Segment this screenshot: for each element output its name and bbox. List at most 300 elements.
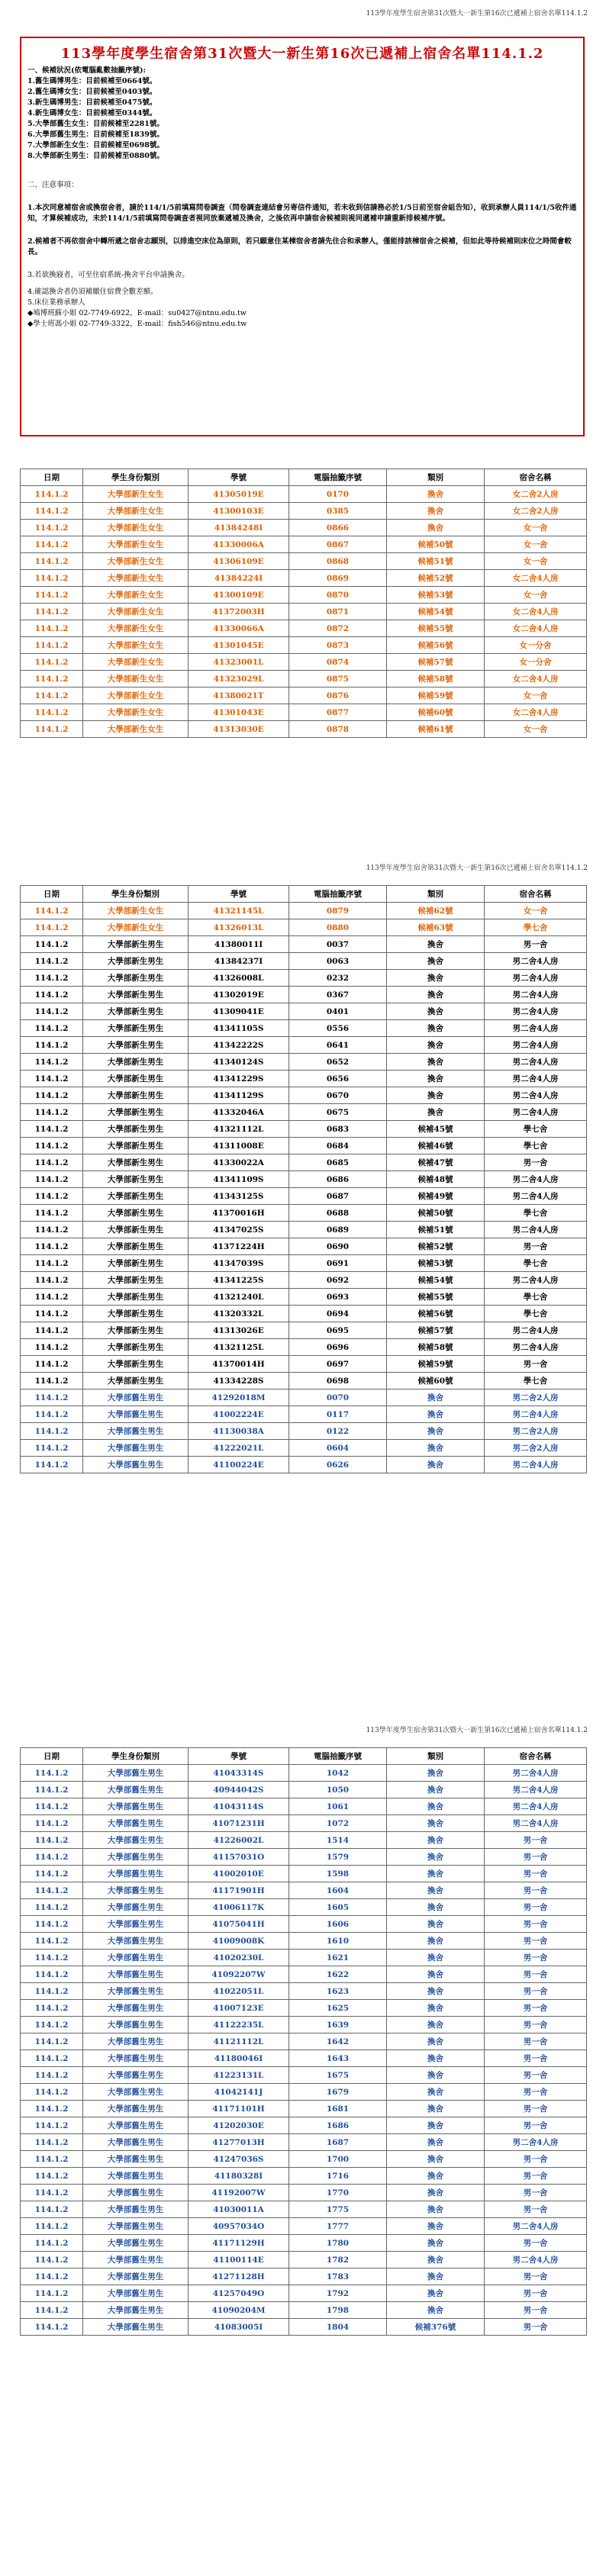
cell-type: 換舍 xyxy=(387,2235,485,2252)
cell-category: 大學部舊生男生 xyxy=(83,1832,189,1849)
cell-student-id: 41370016H xyxy=(189,1205,289,1222)
cell-dorm: 男一舍 xyxy=(485,1933,587,1950)
cell-date: 114.1.2 xyxy=(21,919,83,936)
cell-date: 114.1.2 xyxy=(21,721,83,738)
cell-lottery-no: 0690 xyxy=(289,1238,387,1255)
cell-student-id: 41130038A xyxy=(189,1423,289,1440)
page-1 xyxy=(0,0,606,839)
cell-date: 114.1.2 xyxy=(21,1457,83,1473)
cell-date: 114.1.2 xyxy=(21,486,83,503)
cell-date: 114.1.2 xyxy=(21,1205,83,1222)
cell-category: 大學部新生男生 xyxy=(83,936,189,953)
cell-lottery-no: 0367 xyxy=(289,987,387,1003)
cell-student-id: 41330066A xyxy=(189,620,289,637)
cell-type: 換舍 xyxy=(387,1440,485,1457)
cell-lottery-no: 0683 xyxy=(289,1121,387,1138)
cell-student-id: 41223131L xyxy=(189,2067,289,2084)
col-date: 日期 xyxy=(21,1748,83,1765)
page-header: 113學年度學生宿舍第31次暨大一新生第16次已遞補上宿舍名單114.1.2 xyxy=(366,1727,588,1734)
cell-student-id: 41277013H xyxy=(189,2134,289,2151)
cell-student-id: 41171101H xyxy=(189,2101,289,2117)
cell-dorm: 女一舍 xyxy=(485,721,587,738)
cell-dorm: 女二舍4人房 xyxy=(485,704,587,721)
note-4: 4.確認換舍者仍須補繳住宿費全數差額。 xyxy=(27,288,158,296)
cell-type: 候補51號 xyxy=(387,1222,485,1238)
cell-lottery-no: 0686 xyxy=(289,1171,387,1188)
cell-lottery-no: 0698 xyxy=(289,1373,387,1389)
cell-type: 換舍 xyxy=(387,1966,485,1983)
cell-date: 114.1.2 xyxy=(21,2017,83,2033)
table-row xyxy=(21,553,587,570)
cell-lottery-no: 1061 xyxy=(289,1798,387,1815)
cell-student-id: 41020230L xyxy=(189,1950,289,1966)
table-row xyxy=(21,1765,587,1782)
table-row xyxy=(21,1222,587,1238)
cell-student-id: 41247036S xyxy=(189,2151,289,2168)
table-row xyxy=(21,2033,587,2050)
cell-dorm: 男二舍4人房 xyxy=(485,2134,587,2151)
cell-type: 換舍 xyxy=(387,2101,485,2117)
cell-dorm: 男一舍 xyxy=(485,2185,587,2201)
cell-dorm: 男一舍 xyxy=(485,1916,587,1933)
table-row xyxy=(21,654,587,671)
cell-category: 大學部新生女生 xyxy=(83,520,189,536)
cell-student-id: 41320332L xyxy=(189,1306,289,1322)
cell-date: 114.1.2 xyxy=(21,1782,83,1798)
table-row xyxy=(21,1071,587,1087)
table-row xyxy=(21,704,587,721)
cell-type: 候補48號 xyxy=(387,1171,485,1188)
cell-lottery-no: 0401 xyxy=(289,1003,387,1020)
cell-date: 114.1.2 xyxy=(21,2067,83,2084)
cell-date: 114.1.2 xyxy=(21,1322,83,1339)
table-row xyxy=(21,486,587,503)
cell-lottery-no: 0556 xyxy=(289,1020,387,1037)
cell-type: 候補63號 xyxy=(387,919,485,936)
cell-date: 114.1.2 xyxy=(21,2000,83,2017)
cell-type: 候補60號 xyxy=(387,704,485,721)
cell-dorm: 男二舍2人房 xyxy=(485,1440,587,1457)
cell-lottery-no: 0877 xyxy=(289,704,387,721)
cell-category: 大學部舊生男生 xyxy=(83,1933,189,1950)
cell-date: 114.1.2 xyxy=(21,570,83,587)
table-row xyxy=(21,1339,587,1356)
cell-type: 候補58號 xyxy=(387,671,485,687)
cell-type: 換舍 xyxy=(387,1054,485,1071)
cell-student-id: 41157031O xyxy=(189,1849,289,1866)
cell-date: 114.1.2 xyxy=(21,536,83,553)
table-row xyxy=(21,936,587,953)
cell-type: 換舍 xyxy=(387,1849,485,1866)
cell-category: 大學部新生男生 xyxy=(83,1205,189,1222)
cell-lottery-no: 1775 xyxy=(289,2201,387,2218)
cell-category: 大學部新生女生 xyxy=(83,637,189,654)
cell-category: 大學部舊生男生 xyxy=(83,1966,189,1983)
cell-type: 換舍 xyxy=(387,2017,485,2033)
cell-lottery-no: 1514 xyxy=(289,1832,387,1849)
cell-lottery-no: 1679 xyxy=(289,2084,387,2101)
cell-lottery-no: 1681 xyxy=(289,2101,387,2117)
col-dorm: 宿舍名稱 xyxy=(485,886,587,903)
col-student-id: 學號 xyxy=(189,1748,289,1765)
cell-lottery-no: 0867 xyxy=(289,536,387,553)
cell-student-id: 41007123E xyxy=(189,2000,289,2017)
cell-date: 114.1.2 xyxy=(21,1087,83,1104)
cell-student-id: 41347025S xyxy=(189,1222,289,1238)
cell-date: 114.1.2 xyxy=(21,1866,83,1882)
cell-type: 換舍 xyxy=(387,2218,485,2235)
table-row xyxy=(21,1406,587,1423)
cell-date: 114.1.2 xyxy=(21,1171,83,1188)
table-row xyxy=(21,1866,587,1882)
cell-student-id: 41323001L xyxy=(189,654,289,671)
cell-date: 114.1.2 xyxy=(21,704,83,721)
cell-student-id: 41347039S xyxy=(189,1255,289,1272)
cell-date: 114.1.2 xyxy=(21,2285,83,2302)
table-row xyxy=(21,503,587,520)
cell-category: 大學部新生女生 xyxy=(83,654,189,671)
table-3 xyxy=(20,1747,587,2336)
cell-date: 114.1.2 xyxy=(21,671,83,687)
cell-date: 114.1.2 xyxy=(21,1222,83,1238)
cell-date: 114.1.2 xyxy=(21,2319,83,2336)
cell-type: 換舍 xyxy=(387,520,485,536)
cell-student-id: 41309041E xyxy=(189,1003,289,1020)
cell-dorm: 女二舍4人房 xyxy=(485,604,587,620)
table-1-wrap xyxy=(20,469,586,738)
cell-category: 大學部新生男生 xyxy=(83,987,189,1003)
cell-student-id: 41030011A xyxy=(189,2201,289,2218)
note-5: 5.床位業務承辦人 xyxy=(27,298,85,307)
cell-type: 換舍 xyxy=(387,1104,485,1121)
cell-category: 大學部舊生男生 xyxy=(83,2151,189,2168)
table-row xyxy=(21,1782,587,1798)
cell-dorm: 男二舍4人房 xyxy=(485,1171,587,1188)
col-type: 類別 xyxy=(387,1748,485,1765)
table-row xyxy=(21,1020,587,1037)
cell-dorm: 男一舍 xyxy=(485,2000,587,2017)
cell-dorm: 男二舍2人房 xyxy=(485,1389,587,1406)
table-row xyxy=(21,1899,587,1916)
cell-dorm: 女二舍4人房 xyxy=(485,671,587,687)
table-row xyxy=(21,1322,587,1339)
cell-date: 114.1.2 xyxy=(21,687,83,704)
cell-type: 換舍 xyxy=(387,2134,485,2151)
cell-student-id: 41341225S xyxy=(189,1272,289,1289)
cell-date: 114.1.2 xyxy=(21,1071,83,1087)
cell-category: 大學部新生女生 xyxy=(83,919,189,936)
cell-lottery-no: 0870 xyxy=(289,587,387,604)
cell-type: 換舍 xyxy=(387,1882,485,1899)
table-row xyxy=(21,1003,587,1020)
cell-date: 114.1.2 xyxy=(21,2151,83,2168)
cell-date: 114.1.2 xyxy=(21,620,83,637)
cell-category: 大學部舊生男生 xyxy=(83,1866,189,1882)
cell-lottery-no: 0697 xyxy=(289,1356,387,1373)
cell-dorm: 男一舍 xyxy=(485,1832,587,1849)
cell-lottery-no: 0117 xyxy=(289,1406,387,1423)
table-row xyxy=(21,2285,587,2302)
cell-dorm: 男一舍 xyxy=(485,2084,587,2101)
cell-type: 換舍 xyxy=(387,2084,485,2101)
cell-type: 換舍 xyxy=(387,1087,485,1104)
cell-dorm: 男二舍4人房 xyxy=(485,1782,587,1798)
cell-type: 換舍 xyxy=(387,503,485,520)
cell-lottery-no: 1675 xyxy=(289,2067,387,2084)
cell-type: 換舍 xyxy=(387,2151,485,2168)
cell-category: 大學部舊生男生 xyxy=(83,1423,189,1440)
table-row xyxy=(21,1798,587,1815)
cell-dorm: 男一舍 xyxy=(485,1866,587,1882)
cell-category: 大學部舊生男生 xyxy=(83,1950,189,1966)
cell-dorm: 男二舍4人房 xyxy=(485,987,587,1003)
cell-date: 114.1.2 xyxy=(21,1916,83,1933)
cell-type: 換舍 xyxy=(387,936,485,953)
table-row xyxy=(21,1832,587,1849)
cell-type: 換舍 xyxy=(387,1916,485,1933)
cell-student-id: 41071231H xyxy=(189,1815,289,1832)
col-category: 學生身份類別 xyxy=(83,886,189,903)
cell-date: 114.1.2 xyxy=(21,503,83,520)
cell-date: 114.1.2 xyxy=(21,2185,83,2201)
cell-lottery-no: 0687 xyxy=(289,1188,387,1205)
col-category: 學生身份類別 xyxy=(83,1748,189,1765)
cell-student-id: 41009008K xyxy=(189,1933,289,1950)
cell-category: 大學部舊生男生 xyxy=(83,2185,189,2201)
cell-student-id: 41326008L xyxy=(189,970,289,987)
cell-type: 換舍 xyxy=(387,2252,485,2268)
cell-dorm: 男一舍 xyxy=(485,2050,587,2067)
cell-type: 候補49號 xyxy=(387,1188,485,1205)
cell-lottery-no: 1782 xyxy=(289,2252,387,2268)
cell-lottery-no: 1042 xyxy=(289,1765,387,1782)
table-row xyxy=(21,2017,587,2033)
table-row xyxy=(21,2168,587,2185)
cell-category: 大學部舊生男生 xyxy=(83,2201,189,2218)
cell-category: 大學部新生男生 xyxy=(83,1255,189,1272)
cell-dorm: 男二舍4人房 xyxy=(485,970,587,987)
table-row xyxy=(21,1188,587,1205)
cell-date: 114.1.2 xyxy=(21,2084,83,2101)
cell-type: 換舍 xyxy=(387,2168,485,2185)
table-row xyxy=(21,1205,587,1222)
cell-category: 大學部舊生男生 xyxy=(83,2235,189,2252)
table-row xyxy=(21,2252,587,2268)
cell-student-id: 41222021L xyxy=(189,1440,289,1457)
cell-student-id: 41100114E xyxy=(189,2252,289,2268)
cell-dorm: 學七舍 xyxy=(485,1289,587,1306)
cell-dorm: 男一舍 xyxy=(485,2235,587,2252)
cell-type: 換舍 xyxy=(387,1071,485,1087)
cell-date: 114.1.2 xyxy=(21,1933,83,1950)
cell-dorm: 男一舍 xyxy=(485,2268,587,2285)
col-student-id: 學號 xyxy=(189,469,289,486)
cell-type: 候補59號 xyxy=(387,687,485,704)
status-line: 6.大學部舊生男生：目前候補至1839號。 xyxy=(27,130,164,139)
cell-lottery-no: 0656 xyxy=(289,1071,387,1087)
cell-student-id: 41180328I xyxy=(189,2168,289,2185)
cell-category: 大學部新生女生 xyxy=(83,503,189,520)
table-row xyxy=(21,1138,587,1154)
cell-type: 換舍 xyxy=(387,2033,485,2050)
table-row xyxy=(21,1306,587,1322)
cell-date: 114.1.2 xyxy=(21,1373,83,1389)
cell-category: 大學部新生男生 xyxy=(83,1356,189,1373)
cell-category: 大學部新生女生 xyxy=(83,903,189,919)
cell-lottery-no: 1579 xyxy=(289,1849,387,1866)
cell-category: 大學部舊生男生 xyxy=(83,2168,189,2185)
page-3 xyxy=(0,1717,606,2576)
cell-lottery-no: 1643 xyxy=(289,2050,387,2067)
cell-category: 大學部新生女生 xyxy=(83,553,189,570)
cell-category: 大學部新生男生 xyxy=(83,1306,189,1322)
cell-category: 大學部新生男生 xyxy=(83,1121,189,1138)
cell-dorm: 男一舍 xyxy=(485,2201,587,2218)
cell-student-id: 41002224E xyxy=(189,1406,289,1423)
cell-category: 大學部新生女生 xyxy=(83,671,189,687)
cell-dorm: 男二舍4人房 xyxy=(485,1188,587,1205)
cell-category: 大學部新生女生 xyxy=(83,604,189,620)
table-row xyxy=(21,721,587,738)
cell-lottery-no: 0878 xyxy=(289,721,387,738)
cell-lottery-no: 1623 xyxy=(289,1983,387,2000)
cell-date: 114.1.2 xyxy=(21,1832,83,1849)
cell-date: 114.1.2 xyxy=(21,1389,83,1406)
cell-dorm: 男二舍4人房 xyxy=(485,1815,587,1832)
cell-student-id: 41075041H xyxy=(189,1916,289,1933)
cell-category: 大學部舊生男生 xyxy=(83,1457,189,1473)
table-row xyxy=(21,620,587,637)
cell-lottery-no: 0652 xyxy=(289,1054,387,1071)
cell-student-id: 41043114S xyxy=(189,1798,289,1815)
cell-type: 候補53號 xyxy=(387,587,485,604)
cell-lottery-no: 1770 xyxy=(289,2185,387,2201)
cell-date: 114.1.2 xyxy=(21,604,83,620)
cell-category: 大學部舊生男生 xyxy=(83,1815,189,1832)
note-3: 3.若欲換寢者，可至住宿系統-換舍平台申請換舍。 xyxy=(27,271,189,279)
cell-dorm: 男一舍 xyxy=(485,1899,587,1916)
cell-type: 候補50號 xyxy=(387,536,485,553)
cell-type: 換舍 xyxy=(387,1782,485,1798)
contact-line: ◆鳩博班蘇小姐 02-7749-6922，E-mail：su0427@ntnu.edu.tw xyxy=(27,309,247,317)
cell-type: 換舍 xyxy=(387,970,485,987)
cell-type: 候補55號 xyxy=(387,620,485,637)
cell-dorm: 學七舍 xyxy=(485,1373,587,1389)
table-row xyxy=(21,536,587,553)
cell-dorm: 女一舍 xyxy=(485,520,587,536)
col-lottery-no: 電腦抽籤序號 xyxy=(289,469,387,486)
cell-student-id: 41192007W xyxy=(189,2185,289,2201)
cell-type: 換舍 xyxy=(387,1933,485,1950)
cell-lottery-no: 0869 xyxy=(289,570,387,587)
cell-date: 114.1.2 xyxy=(21,520,83,536)
cell-student-id: 41341105S xyxy=(189,1020,289,1037)
cell-student-id: 41384248I xyxy=(189,520,289,536)
table-row xyxy=(21,987,587,1003)
cell-category: 大學部新生男生 xyxy=(83,1054,189,1071)
cell-type: 候補58號 xyxy=(387,1339,485,1356)
cell-category: 大學部新生男生 xyxy=(83,1222,189,1238)
cell-date: 114.1.2 xyxy=(21,1121,83,1138)
page-header: 113學年度學生宿舍第31次暨大一新生第16次已遞補上宿舍名單114.1.2 xyxy=(366,10,588,18)
cell-category: 大學部舊生男生 xyxy=(83,2101,189,2117)
cell-category: 大學部舊生男生 xyxy=(83,2319,189,2336)
cell-date: 114.1.2 xyxy=(21,1815,83,1832)
cell-type: 候補47號 xyxy=(387,1154,485,1171)
table-row xyxy=(21,1815,587,1832)
table-row xyxy=(21,1983,587,2000)
cell-student-id: 41313030E xyxy=(189,721,289,738)
cell-lottery-no: 0868 xyxy=(289,553,387,570)
cell-date: 114.1.2 xyxy=(21,1882,83,1899)
table-3-wrap xyxy=(20,1747,586,2336)
status-line: 1.舊生碼博男生：目前候補至0664號。 xyxy=(27,77,157,85)
cell-date: 114.1.2 xyxy=(21,2101,83,2117)
cell-category: 大學部舊生男生 xyxy=(83,1440,189,1457)
cell-lottery-no: 0170 xyxy=(289,486,387,503)
col-dorm: 宿舍名稱 xyxy=(485,469,587,486)
cell-student-id: 41271128H xyxy=(189,2268,289,2285)
cell-type: 換舍 xyxy=(387,1765,485,1782)
cell-date: 114.1.2 xyxy=(21,1406,83,1423)
cell-type: 換舍 xyxy=(387,1832,485,1849)
table-row xyxy=(21,1289,587,1306)
cell-date: 114.1.2 xyxy=(21,2134,83,2151)
cell-dorm: 男二舍4人房 xyxy=(485,953,587,970)
cell-student-id: 41384237I xyxy=(189,953,289,970)
cell-date: 114.1.2 xyxy=(21,1003,83,1020)
cell-category: 大學部舊生男生 xyxy=(83,1765,189,1782)
cell-date: 114.1.2 xyxy=(21,587,83,604)
cell-category: 大學部舊生男生 xyxy=(83,1849,189,1866)
cell-category: 大學部舊生男生 xyxy=(83,2084,189,2101)
cell-type: 換舍 xyxy=(387,2000,485,2017)
cell-student-id: 41292018M xyxy=(189,1389,289,1406)
cell-lottery-no: 0875 xyxy=(289,671,387,687)
table-row xyxy=(21,1154,587,1171)
table-row xyxy=(21,1238,587,1255)
table-row xyxy=(21,2201,587,2218)
cell-category: 大學部新生男生 xyxy=(83,970,189,987)
cell-lottery-no: 0685 xyxy=(289,1154,387,1171)
cell-type: 換舍 xyxy=(387,1020,485,1037)
cell-type: 候補376號 xyxy=(387,2319,485,2336)
cell-student-id: 41226002L xyxy=(189,1832,289,1849)
cell-type: 候補53號 xyxy=(387,1255,485,1272)
cell-dorm: 男二舍4人房 xyxy=(485,1087,587,1104)
cell-student-id: 41202030E xyxy=(189,2117,289,2134)
table-2-wrap xyxy=(20,885,586,1473)
cell-dorm: 男二舍4人房 xyxy=(485,1322,587,1339)
cell-lottery-no: 0871 xyxy=(289,604,387,620)
table-row xyxy=(21,2151,587,2168)
table-row xyxy=(21,1037,587,1054)
cell-lottery-no: 1783 xyxy=(289,2268,387,2285)
cell-type: 換舍 xyxy=(387,953,485,970)
cell-category: 大學部新生男生 xyxy=(83,1154,189,1171)
table-row xyxy=(21,1121,587,1138)
cell-student-id: 41002010E xyxy=(189,1866,289,1882)
cell-category: 大學部新生男生 xyxy=(83,1289,189,1306)
cell-lottery-no: 0675 xyxy=(289,1104,387,1121)
table-row xyxy=(21,919,587,936)
cell-student-id: 41121112L xyxy=(189,2033,289,2050)
table-row xyxy=(21,2218,587,2235)
cell-type: 候補54號 xyxy=(387,1272,485,1289)
cell-dorm: 男一舍 xyxy=(485,2117,587,2134)
cell-date: 114.1.2 xyxy=(21,2235,83,2252)
table-row xyxy=(21,2268,587,2285)
